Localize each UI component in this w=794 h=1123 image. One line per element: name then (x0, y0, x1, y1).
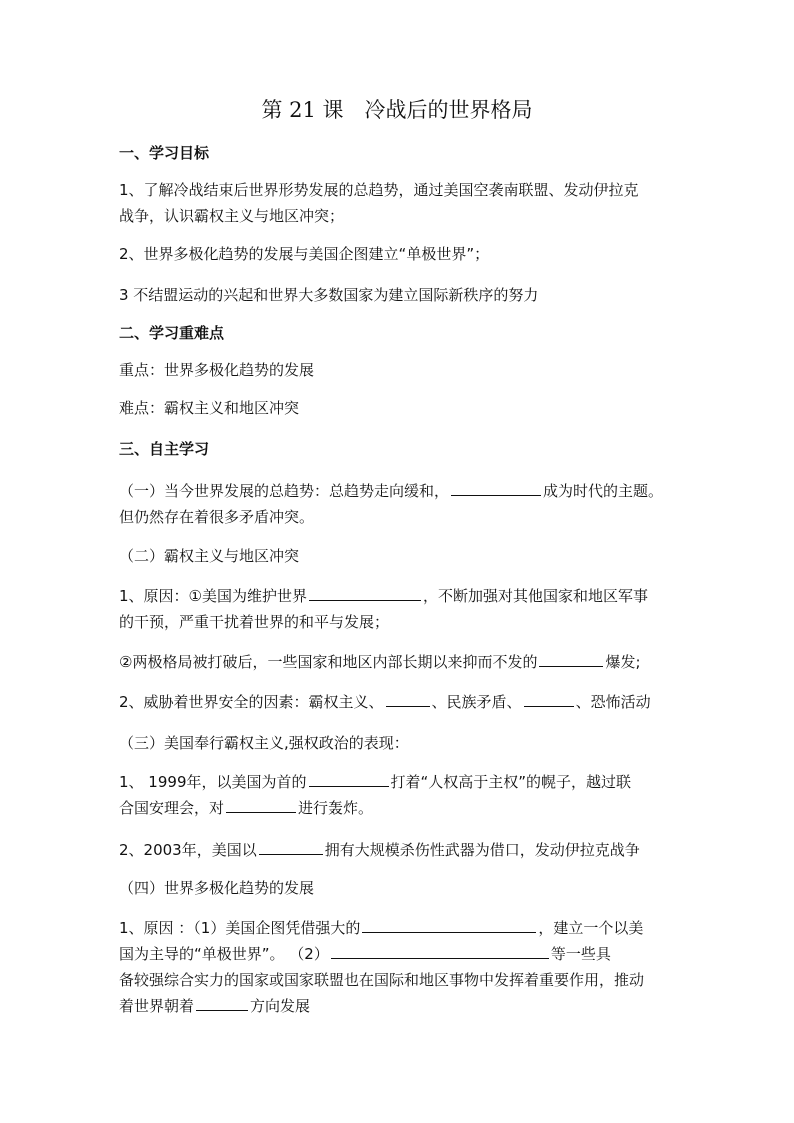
study-subheading-4: （四）世界多极化趋势的发展 (119, 879, 315, 897)
study-text: 1、原因：①美国为维护世界 (119, 587, 307, 605)
study-cause-2 (119, 651, 699, 673)
study-multipolar-line-3: 备较强综合实力的国家或国家联盟也在国际和地区事物中发挥着重要作用，推动 (119, 971, 645, 989)
study-text: 国为主导的“单极世界”。 （2） (119, 945, 329, 963)
page-title: 第 21 课 冷战后的世界格局 (261, 98, 533, 122)
study-multipolar-line-2 (119, 943, 699, 965)
fill-blank[interactable] (309, 771, 389, 787)
fill-blank[interactable] (539, 651, 603, 667)
study-text: ②两极格局被打破后，一些国家和地区内部长期以来抑而不发的 (119, 653, 538, 671)
study-hegemony-1-line-1 (119, 771, 699, 793)
study-hegemony-2 (119, 839, 699, 861)
study-text: 1、原因 ：（1）美国企图凭借强大的 (119, 919, 361, 937)
study-subheading-2: （二）霸权主义与地区冲突 (119, 547, 300, 565)
fill-blank[interactable] (451, 480, 541, 496)
goal-1-line-1: 1、了解冷战结束后世界形势发展的总趋势，通过美国空袭南联盟、发动伊拉克 (119, 181, 639, 199)
study-text: （一）当今世界发展的总趋势：总趋势走向缓和， (119, 482, 450, 500)
study-text: 拥有大规模杀伤性武器为借口，发动伊拉克战争 (324, 841, 640, 859)
goal-1-line-2: 战争，认识霸权主义与地区冲突； (119, 207, 345, 225)
study-cause-line-1 (119, 585, 699, 607)
fill-blank[interactable] (331, 943, 549, 959)
study-text: 2、2003年，美国以 (119, 841, 257, 859)
study-multipolar-line-4 (119, 995, 699, 1017)
study-cause-line-2: 的干预，严重干扰着世界的和平与发展； (119, 613, 390, 631)
study-text: 、恐怖活动 (575, 693, 651, 711)
study-text: 合国安理会，对 (119, 799, 225, 817)
fill-blank[interactable] (259, 839, 323, 855)
study-text: 爆发; (605, 653, 641, 671)
study-text: 着世界朝着 (119, 997, 195, 1015)
study-text: 进行轰炸。 (298, 799, 374, 817)
study-text: ，建立一个以美 (538, 919, 644, 937)
fill-blank[interactable] (362, 917, 536, 933)
study-text: ，不断加强对其他国家和地区军事 (423, 587, 649, 605)
study-text: 成为时代的主题。 (543, 482, 664, 500)
goal-3: 3 不结盟运动的兴起和世界大多数国家为建立国际新秩序的努力 (119, 286, 539, 304)
study-threats (119, 691, 699, 713)
fill-blank[interactable] (524, 691, 574, 707)
study-multipolar-line-1 (119, 917, 699, 939)
study-item-1-line-1 (119, 480, 699, 502)
study-text: 方向发展 (250, 997, 311, 1015)
study-text: 、民族矛盾、 (431, 693, 522, 711)
study-hegemony-1-line-2 (119, 797, 699, 819)
study-text: 1、 1999年，以美国为首的 (119, 773, 307, 791)
keypoint-difficulty: 难点：霸权主义和地区冲突 (119, 399, 300, 417)
study-subheading-3: （三）美国奉行霸权主义,强权政治的表现： (119, 734, 409, 752)
section-heading-keypoints: 二、学习重难点 (119, 324, 225, 342)
fill-blank[interactable] (309, 585, 421, 601)
fill-blank[interactable] (386, 691, 430, 707)
study-text: 等一些具 (550, 945, 611, 963)
keypoint-focus: 重点：世界多极化趋势的发展 (119, 361, 315, 379)
study-item-1-line-2: 但仍然存在着很多矛盾冲突。 (119, 508, 315, 526)
fill-blank[interactable] (196, 995, 248, 1011)
fill-blank[interactable] (226, 797, 296, 813)
section-heading-self-study: 三、自主学习 (119, 440, 210, 458)
study-text: 打着“人权高于主权”的幌子，越过联 (390, 773, 632, 791)
section-heading-goals: 一、学习目标 (119, 144, 210, 162)
goal-2: 2、世界多极化趋势的发展与美国企图建立“单极世界”； (119, 245, 490, 263)
study-text: 2、威胁着世界安全的因素：霸权主义、 (119, 693, 384, 711)
